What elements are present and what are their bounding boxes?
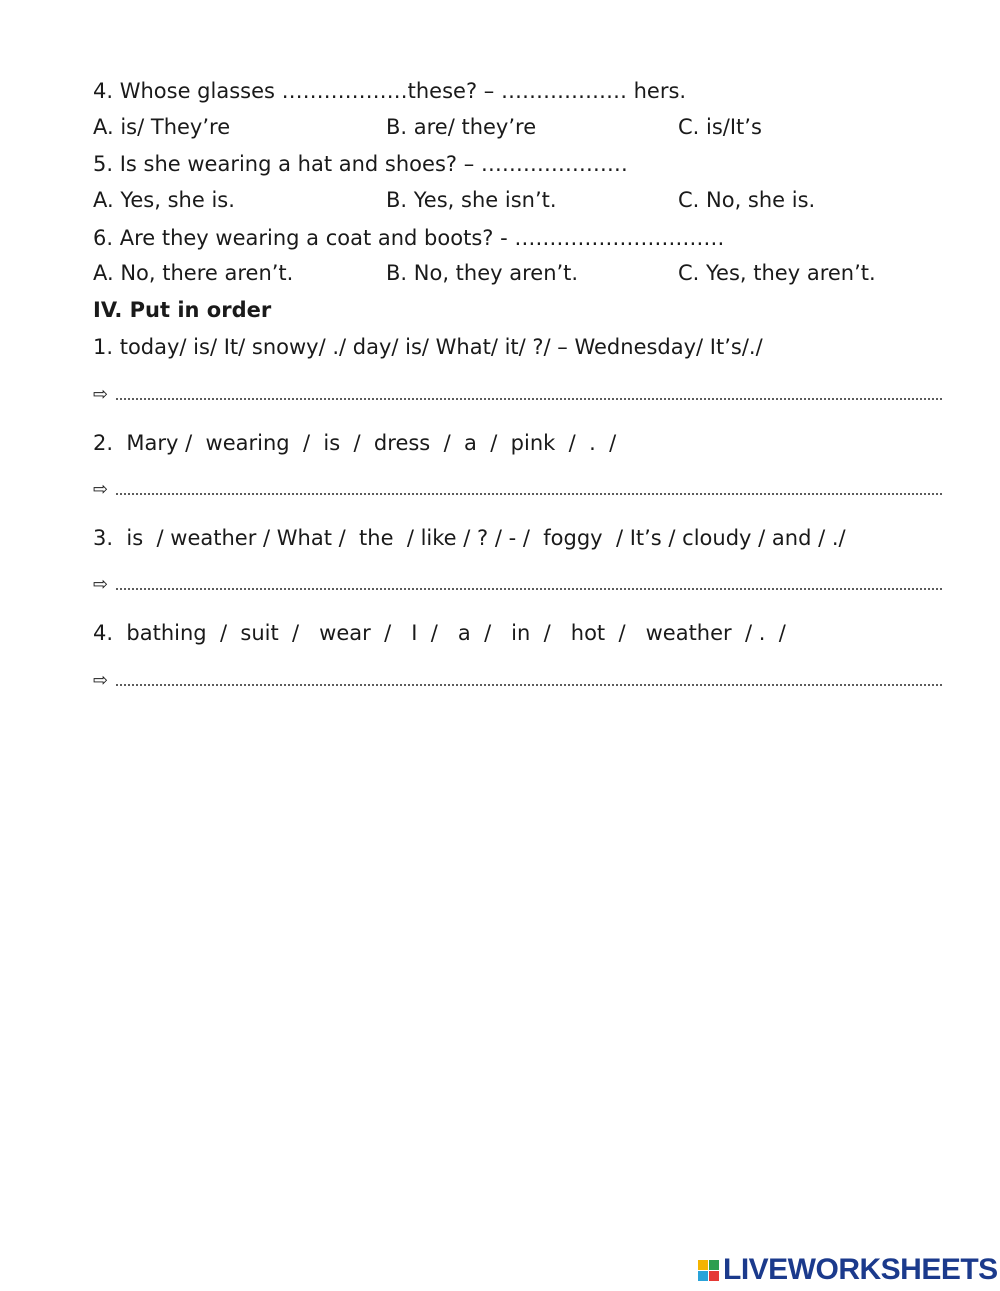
question-5-option-a: A. Yes, she is. [93,188,235,212]
question-5-option-b: B. Yes, she isn’t. [386,188,557,212]
answer-line-4[interactable] [93,668,943,694]
liveworksheets-logo [698,1253,998,1287]
dotted-answer-line [115,588,943,590]
question-4-option-b: B. are/ they’re [386,115,537,139]
liveworksheets-logo-icon [698,1260,719,1281]
dotted-answer-line [115,684,943,686]
question-6-option-a: A. No, there aren’t. [93,261,294,285]
question-4-option-a: A. is/ They’re [93,115,231,139]
question-6-prompt: 6. Are they wearing a coat and boots? - ………………………… [93,226,725,250]
order-item-1: 1. today/ is/ It/ snowy/ ./ day/ is/ What/ it/ ?/ – Wednesday/ It’s/./ [93,335,763,359]
arrow-icon: ⇨ [93,574,109,595]
answer-line-1[interactable] [93,382,943,408]
answer-line-3[interactable] [93,572,943,598]
arrow-icon: ⇨ [93,670,109,691]
order-item-4: 4. bathing / suit / wear / I / a / in / hot / weather / . / [93,621,786,645]
order-item-2: 2. Mary / wearing / is / dress / a / pink / . / [93,431,617,455]
logo-text: LIVEWORKSHEETS [723,1253,998,1286]
section-heading: IV. Put in order [93,298,272,322]
question-4-option-c: C. is/It’s [678,115,762,139]
answer-line-2[interactable] [93,477,943,503]
question-5-option-c: C. No, she is. [678,188,816,212]
dotted-answer-line [115,398,943,400]
question-6-option-b: B. No, they aren’t. [386,261,579,285]
arrow-icon: ⇨ [93,384,109,405]
question-5-prompt: 5. Is she wearing a hat and shoes? – ………………… [93,152,628,176]
question-4-prompt: 4. Whose glasses ………………these? – ……………… hers. [93,79,687,103]
arrow-icon: ⇨ [93,479,109,500]
order-item-3: 3. is / weather / What / the / like / ? / - / foggy / It’s / cloudy / and / ./ [93,526,846,550]
question-6-option-c: C. Yes, they aren’t. [678,261,876,285]
dotted-answer-line [115,493,943,495]
